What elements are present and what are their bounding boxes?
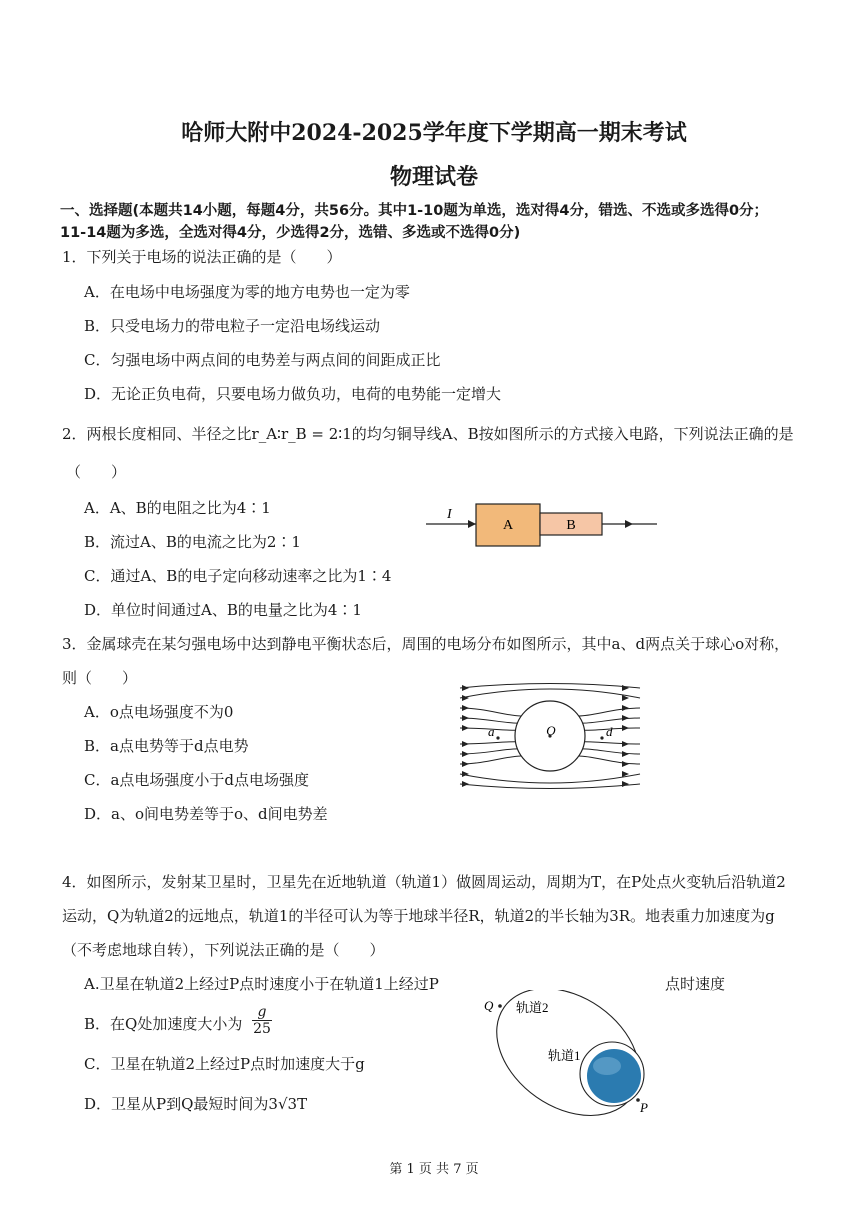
question-1-stem: 1．下列关于电场的说法正确的是（ ） [62,248,342,266]
question-4-option-a: A.卫星在轨道2上经过P点时速度小于在轨道1上经过P [84,975,439,993]
section-header-line2: 11-14题为多选，全选对得4分，少选得2分，选错、多选或不选得0分) [60,225,521,241]
question-3-option-c: C．a点电场强度小于d点电场强度 [84,771,310,789]
question-4-option-a-tail: 点时速度 [665,975,726,993]
question-2-stem-cont: （ ） [66,463,127,481]
question-1-option-d: D．无论正负电荷，只要电场力做负功，电荷的电势能一定增大 [84,385,502,403]
fraction-denominator: 25 [253,1021,271,1037]
question-2-option-c: C．通过A、B的电子定向移动速率之比为1∶4 [84,567,392,585]
field-arrow [462,695,469,701]
field-arrow [462,715,469,721]
satellite-orbit-figure [478,990,668,1120]
field-arrow [622,741,629,747]
wire-a-label: A [502,518,514,533]
point-d-label: d [606,724,613,739]
field-arrow [622,751,629,757]
center-o-label: O [546,723,556,738]
field-arrow [622,725,629,731]
section-header-line1: 一、选择题(本题共14小题，每题4分，共56分。其中1-10题为单选，选对得4分，错选、不选或多选得0分； [60,203,769,219]
option-b-fraction [252,1004,272,1037]
question-2-option-a: A．A、B的电阻之比为4∶1 [84,499,271,517]
question-3-stem-cont: 则（ ） [62,669,138,687]
field-arrow [622,761,629,767]
field-line [460,774,640,783]
point-q [498,1004,502,1008]
field-arrow [622,705,629,711]
question-1-option-a: A．在电场中电场强度为零的地方电势也一定为零 [84,283,410,301]
field-arrow [622,715,629,721]
fraction-numerator: g [252,1004,272,1021]
orbit-1-label: 轨道1 [548,1048,581,1063]
question-4-stem-line3: （不考虑地球自转），下列说法正确的是（ ） [62,941,385,959]
field-arrow [462,741,469,747]
wire-b-label: B [566,518,576,533]
question-2-option-b: B．流过A、B的电流之比为2∶1 [84,533,301,551]
point-q-label: Q [484,998,494,1013]
field-line [460,684,640,689]
question-4-option-c: C．卫星在轨道2上经过P点时加速度大于g [84,1055,365,1073]
question-3-option-b: B．a点电势等于d点电势 [84,737,249,755]
field-arrow [622,685,629,691]
point-d [600,736,603,739]
field-arrow [462,751,469,757]
field-arrow [462,725,469,731]
field-arrow [462,705,469,711]
question-1-option-b: B．只受电场力的带电粒子一定沿电场线运动 [84,317,381,335]
exam-title: 哈师大附中2024-2025学年度下学期高一期末考试 [181,120,687,146]
question-3-option-d: D．a、o间电势差等于o、d间电势差 [84,805,328,823]
point-p-label: P [640,1100,648,1115]
wire-circuit-figure [420,496,665,556]
field-lines-figure [450,678,650,794]
point-a [496,736,499,739]
question-4-stem-line2: 运动，Q为轨道2的远地点，轨道1的半径可认为等于地球半径R，轨道2的半长轴为3R。地表重力加速度为g [62,907,775,925]
field-arrow [462,781,469,787]
question-2-stem: 2．两根长度相同、半径之比r_A∶r_B = 2∶1的均匀铜导线A、B按如图所示的方式接入电路，下列说法正确的是 [62,425,794,443]
earth-icon [587,1049,641,1103]
question-1-option-c: C．匀强电场中两点间的电势差与两点间的间距成正比 [84,351,441,369]
field-arrow [622,781,629,787]
field-arrow [462,771,469,777]
field-line [460,784,640,789]
question-4-stem-line1: 4．如图所示，发射某卫星时，卫星先在近地轨道（轨道1）做圆周运动，周期为T，在P处点火变轨后沿轨道2 [62,873,786,891]
field-line [460,689,640,698]
orbit-2-label: 轨道2 [516,1000,549,1015]
question-4-option-b: B．在Q处加速度大小为 [84,1015,243,1033]
exam-subtitle: 物理试卷 [389,164,478,190]
question-2-option-d: D．单位时间通过A、B的电量之比为4∶1 [84,601,362,619]
question-4-option-d: D．卫星从P到Q最短时间为3√3T [84,1095,308,1113]
current-label: I [447,507,452,522]
field-arrow [462,761,469,767]
point-a-label: a [488,724,495,739]
question-3-option-a: A．o点电场强度不为0 [84,703,234,721]
page-footer: 第 1 页 共 7 页 [389,1162,479,1177]
question-3-stem: 3．金属球壳在某匀强电场中达到静电平衡状态后，周围的电场分布如图所示，其中a、d两点关于球心o对称， [62,635,790,653]
field-arrow [462,685,469,691]
